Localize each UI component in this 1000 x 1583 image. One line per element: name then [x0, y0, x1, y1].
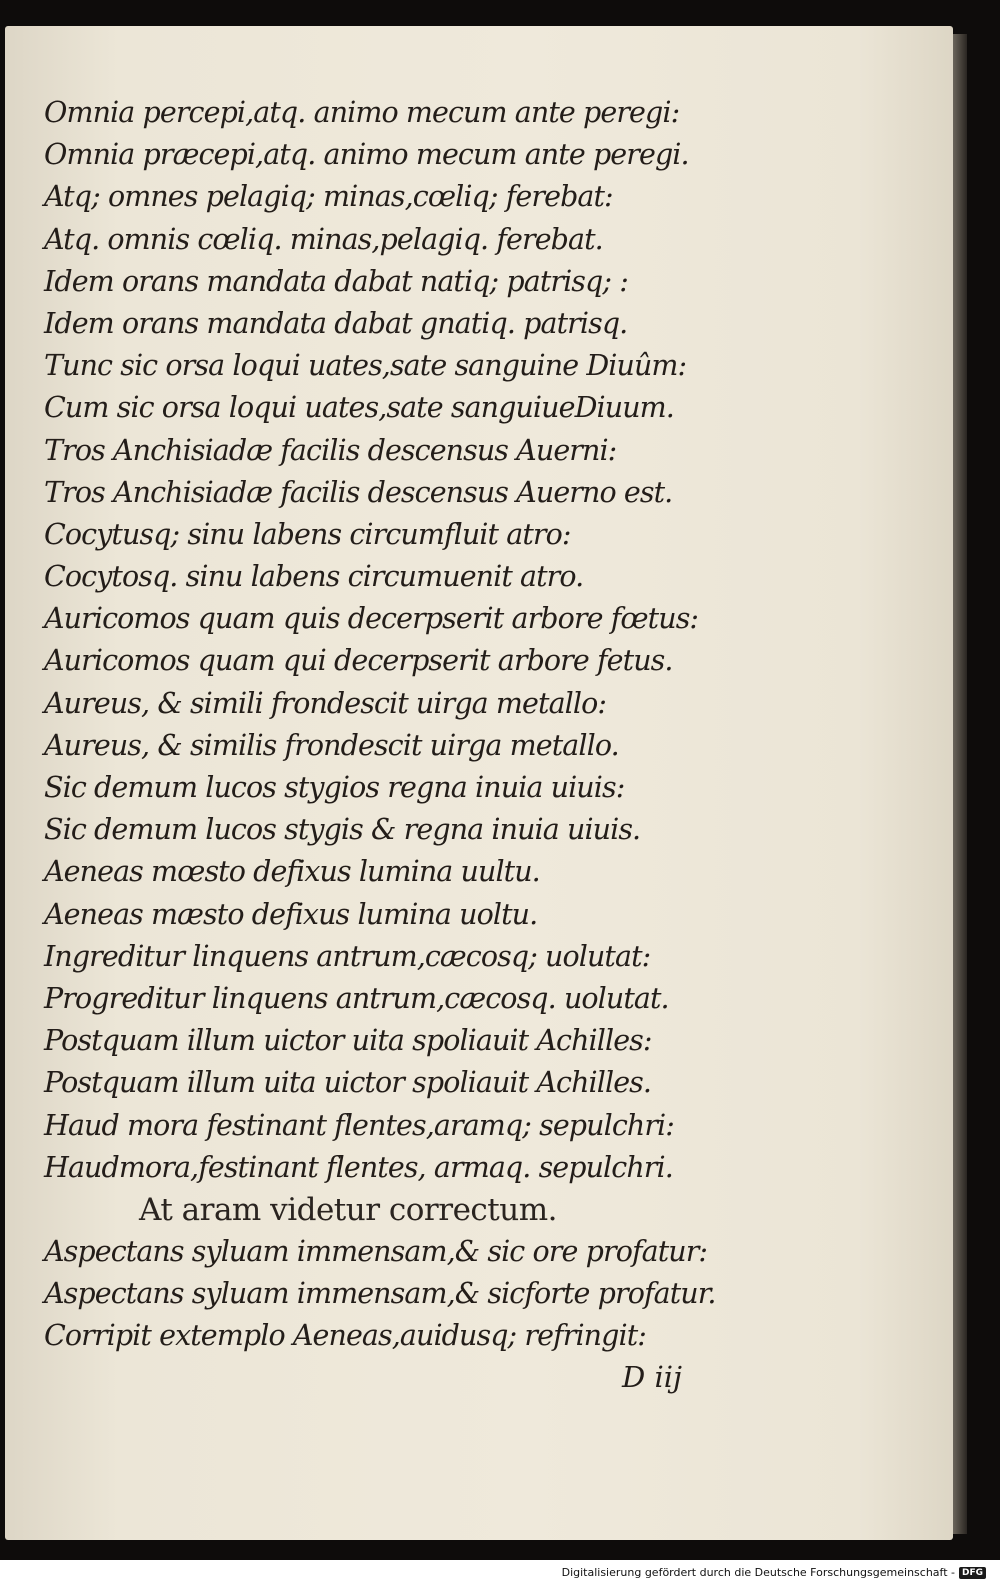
verse-line: Postquam illum uictor uita spoliauit Achilles: — [44, 1024, 652, 1058]
verse-line: Tros Anchisiadæ facilis descensus Auerno est. — [44, 475, 673, 509]
verse-line: Omnia percepi,atq. animo mecum ante peregi: — [44, 96, 680, 129]
verse-line: Progreditur linquens antrum,cæcosq. uolutat. — [44, 981, 669, 1015]
verse-line: Tros Anchisiadæ facilis descensus Auerni: — [44, 433, 617, 467]
verse-line: Cocytosq. sinu labens circumuenit atro. — [44, 560, 584, 594]
verse-line: Atq. omnis cœliq. minas,pelagiq. ferebat. — [44, 222, 603, 256]
verse-line: Ingreditur linquens antrum,cæcosq; uolutat: — [44, 939, 651, 973]
verse-line: Cocytusq; sinu labens circumfluit atro: — [44, 517, 571, 551]
verse-line: Atq; omnes pelagiq; minas,cœliq; ferebat: — [44, 180, 613, 214]
verse-line: Sic demum lucos stygis & regna inuia uiuis. — [44, 813, 641, 847]
verse-line: Idem orans mandata dabat gnatiq. patrisq. — [44, 306, 628, 340]
verse-line: Cum sic orsa loqui uates,sate sanguiueDiuum. — [44, 391, 674, 425]
verse-line: Auricomos quam qui decerpserit arbore fetus. — [44, 644, 673, 678]
verse-line: Aureus, & simili frondescit uirga metallo: — [44, 686, 607, 720]
verse-line: Aeneas mæsto defixus lumina uoltu. — [44, 897, 538, 931]
verse-lines — [44, 92, 944, 1358]
credit-text: Digitalisierung gefördert durch die Deutsche Forschungsgemeinschaft - — [561, 1566, 955, 1579]
verse-line: Haud mora festinant flentes,aramq; sepulchri: — [44, 1108, 674, 1142]
dfg-logo: DFG — [959, 1567, 986, 1579]
page-edge — [953, 34, 967, 1534]
verse-line: Haudmora,festinant flentes, armaq. sepulchri. — [44, 1150, 673, 1184]
verse-line: Idem orans mandata dabat natiq; patrisq; : — [44, 264, 628, 298]
signature-mark: D iij — [622, 1360, 683, 1394]
verse-line: Auricomos quam quis decerpserit arbore fœtus: — [44, 602, 699, 636]
verse-line: Postquam illum uita uictor spoliauit Achilles. — [44, 1066, 652, 1100]
digitization-credit — [562, 1562, 986, 1583]
verse-line: Tunc sic orsa loqui uates,sate sanguine Diuûm: — [44, 349, 687, 383]
verse-line: Aspectans syluam immensam,& sic ore profatur: — [44, 1235, 708, 1269]
verse-line: Aureus, & similis frondescit uirga metallo. — [44, 728, 619, 762]
verse-line: Corripit extemplo Aeneas,auidusq; refringit: — [44, 1319, 646, 1353]
verse-line: Aspectans syluam immensam,& sicforte profatur. — [44, 1277, 716, 1311]
verse-line: Omnia præcepi,atq. animo mecum ante peregi. — [44, 138, 689, 172]
editorial-note: At aram videtur correctum. — [139, 1191, 557, 1228]
verse-line: Sic demum lucos stygios regna inuia uiuis: — [44, 771, 625, 804]
verse-line: Aeneas mœsto defixus lumina uultu. — [44, 855, 540, 889]
